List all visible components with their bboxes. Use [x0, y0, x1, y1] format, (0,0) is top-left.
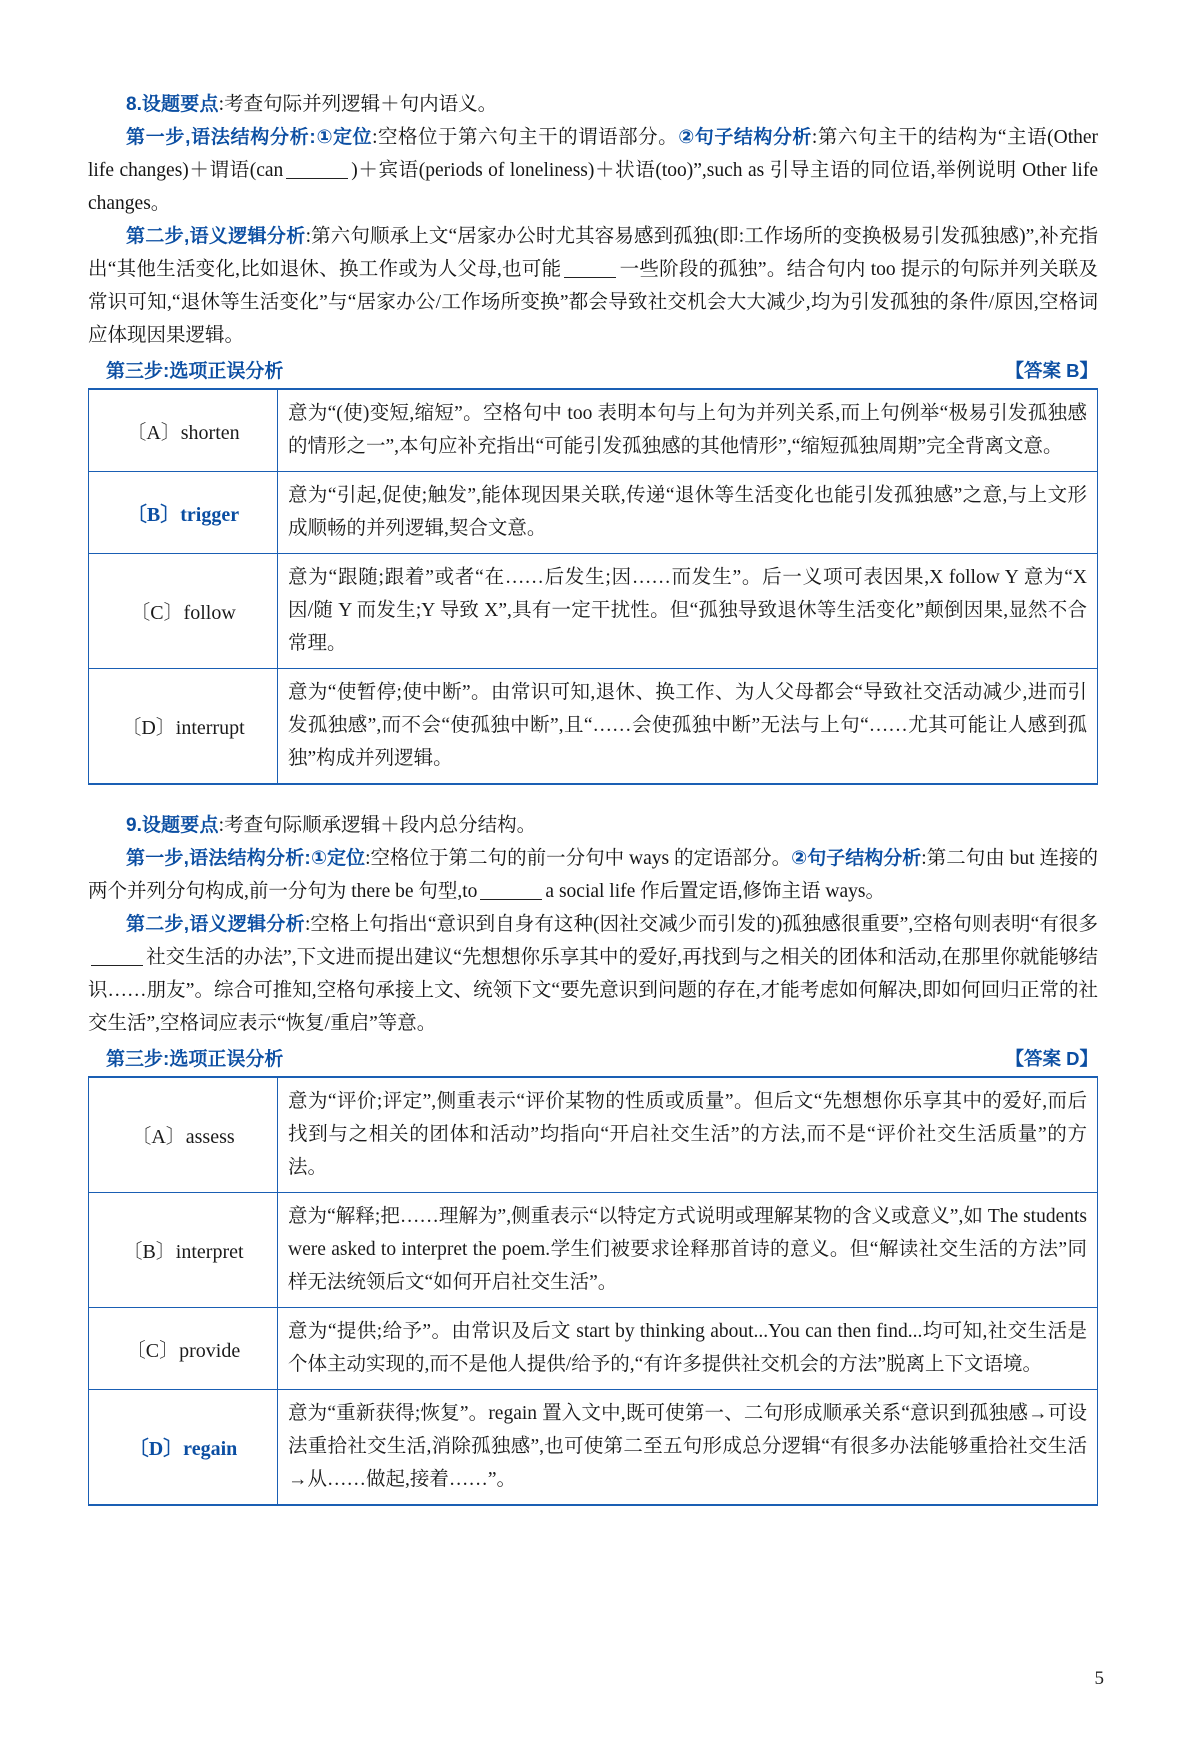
question-8-step2-text-b: 一些阶段的孤独”。结合句内 too 提示的句际并列关联及常识可知,“退休等生活变化”与“居家办公/工作场所变换”都会导致社交机会大大减少,均为引发孤独的条件/原因,空格词应体现因果逻辑。 [88, 259, 1099, 346]
question-9-number: 9. [126, 815, 142, 836]
question-9-step2-blank [91, 965, 143, 966]
question-9-option-table [88, 1076, 1098, 1506]
question-8-step3-row [88, 356, 1098, 383]
question-9-topic-line [88, 809, 1098, 842]
question-8-topic-line [88, 88, 1098, 121]
table-row [89, 1193, 1098, 1308]
option-explanation-c: 意为“提供;给予”。由常识及后文 start by thinking about...You can then find...均可知,社交生活是个体主动实现的,而不是他人提供/给予的,“有许多提供社交机会的方法”脱离上下文语境。 [278, 1308, 1098, 1390]
table-row [89, 1077, 1098, 1193]
option-key-b: 〔B〕interpret [89, 1193, 278, 1308]
question-9-step1-label: 第一步,语法结构分析 [126, 848, 305, 869]
question-9-step1 [88, 842, 1098, 908]
question-9-step1-blank [480, 899, 542, 900]
option-key-d: 〔D〕interrupt [89, 669, 278, 785]
question-8-number: 8. [126, 94, 142, 115]
table-row [89, 1308, 1098, 1390]
question-8-topic-label: 设题要点 [141, 94, 219, 115]
question-8-step1-blank [286, 178, 348, 179]
question-8-step1-sep: : [309, 127, 316, 148]
option-key-d: 〔D〕regain [89, 1390, 278, 1506]
question-9-step2 [88, 908, 1098, 1040]
question-9-step2-text-a: :空格上句指出“意识到自身有这种(因社交减少而引发的)孤独感很重要”,空格句则表明“有很多 [304, 914, 1098, 935]
question-8-step1-part-1: :空格位于第六句主干的谓语部分。 [372, 127, 679, 148]
question-8-option-table [88, 388, 1098, 785]
question-8-step2 [88, 220, 1098, 352]
question-9-step1-part-2b: a social life 作后置定语,修饰主语 ways。 [545, 881, 885, 902]
section-spacer [88, 787, 1098, 809]
question-9-step2-text-b: 社交生活的办法”,下文进而提出建议“先想想你乐享其中的爱好,再找到与之相关的团体和活动,在那里你就能够结识……朋友”。综合可推知,空格句承接上文、统领下文“要先意识到问题的存在,才能考虑如何解决,即如何回归正常的社交生活”,空格词应表示“恢复/重启”等意。 [88, 947, 1098, 1034]
question-9-step1-part-1: :空格位于第二句的前一分句中 ways 的定语部分。 [365, 848, 792, 869]
option-key-c: 〔C〕provide [89, 1308, 278, 1390]
table-row [89, 1390, 1098, 1506]
page-content [88, 88, 1098, 1508]
question-9-step1-sep: : [304, 848, 311, 869]
question-8-step2-blank [564, 277, 616, 278]
question-9-step3-row [88, 1044, 1098, 1071]
table-row [89, 389, 1098, 472]
question-8-step1-part-2a: :第六句主干的结构为“主语(Other life changes)＋谓语(can [88, 127, 1099, 181]
option-key-a: 〔A〕assess [89, 1077, 278, 1193]
question-8-step3-label: 第三步:选项正误分析 [106, 361, 284, 382]
option-key-a: 〔A〕shorten [89, 389, 278, 472]
page-number: 5 [1094, 1668, 1104, 1689]
question-9-step1-part-2a: :第二句由 but 连接的两个并列分句构成,前一分句为 there be 句型,to [88, 848, 1098, 902]
table-row [89, 669, 1098, 785]
question-9-topic-text: :考查句际顺承逻辑＋段内总分结构。 [218, 815, 537, 836]
question-block-9 [88, 809, 1098, 1506]
question-8-step1-circle-2: ②句子结构分析 [678, 127, 812, 148]
question-9-step2-label: 第二步,语义逻辑分析 [126, 914, 305, 935]
question-9-topic-label: 设题要点 [141, 815, 219, 836]
question-9-step1-circle-2: ②句子结构分析 [791, 848, 922, 869]
question-8-step1-label: 第一步,语法结构分析 [126, 127, 310, 148]
question-block-8 [88, 88, 1098, 785]
option-explanation-a: 意为“(使)变短,缩短”。空格句中 too 表明本句与上句为并列关系,而上句例举“极易引发孤独感的情形之一”,本句应补充指出“可能引发孤独感的其他情形”,“缩短孤独周期”完全背离文意。 [278, 389, 1098, 472]
question-9-answer-badge: 【答案 D】 [1005, 1048, 1098, 1069]
option-explanation-b: 意为“引起,促使;触发”,能体现因果关联,传递“退休等生活变化也能引发孤独感”之意,与上文形成顺畅的并列逻辑,契合文意。 [278, 472, 1098, 554]
option-explanation-d: 意为“使暂停;使中断”。由常识可知,退休、换工作、为人父母都会“导致社交活动减少,进而引发孤独感”,而不会“使孤独中断”,且“……会使孤独中断”无法与上句“……尤其可能让人感到孤独”构成并列逻辑。 [278, 669, 1098, 785]
question-8-topic-text: :考查句际并列逻辑＋句内语义。 [218, 94, 498, 115]
option-explanation-a: 意为“评价;评定”,侧重表示“评价某物的性质或质量”。但后文“先想想你乐享其中的爱好,而后找到与之相关的团体和活动”均指向“开启社交生活”的方法,而不是“评价社交生活质量”的方法。 [278, 1077, 1098, 1193]
question-8-step1-circle-1: ①定位 [315, 127, 373, 148]
table-row [89, 554, 1098, 669]
question-9-step1-circle-1: ①定位 [310, 848, 366, 869]
question-8-answer-badge: 【答案 B】 [1005, 360, 1098, 381]
question-8-step2-text-a: :第六句顺承上文“居家办公时尤其容易感到孤独(即:工作场所的变换极易引发孤独感)”,补充指出“其他生活变化,比如退休、换工作或为人父母,也可能 [88, 226, 1099, 280]
option-explanation-c: 意为“跟随;跟着”或者“在……后发生;因……而发生”。后一义项可表因果,X follow Y 意为“X 因/随 Y 而发生;Y 导致 X”,具有一定干扰性。但“孤独导致退休等生活变化”颠倒因果,显然不合常理。 [278, 554, 1098, 669]
option-explanation-d: 意为“重新获得;恢复”。regain 置入文中,既可使第一、二句形成顺承关系“意识到孤独感→可设法重拾社交生活,消除孤独感”,也可使第二至五句形成总分逻辑“有很多办法能够重拾社交生活→从……做起,接着……”。 [278, 1390, 1098, 1506]
option-key-b: 〔B〕trigger [89, 472, 278, 554]
option-key-c: 〔C〕follow [89, 554, 278, 669]
table-row [89, 472, 1098, 554]
question-8-step1 [88, 121, 1098, 220]
question-8-step2-label: 第二步,语义逻辑分析 [126, 226, 306, 247]
question-8-step1-part-2b: )＋宾语(periods of loneliness)＋状语(too)”,such as 引导主语的同位语,举例说明 Other life changes。 [88, 160, 1098, 214]
question-9-step3-label: 第三步:选项正误分析 [106, 1049, 284, 1070]
option-explanation-b: 意为“解释;把……理解为”,侧重表示“以特定方式说明或理解某物的含义或意义”,如 The students were asked to interpret the poem.学生们被要求诠释那首诗的意义。但“解读社交生活的方法”同样无法统领后文“如何开启社交生活”。 [278, 1193, 1098, 1308]
